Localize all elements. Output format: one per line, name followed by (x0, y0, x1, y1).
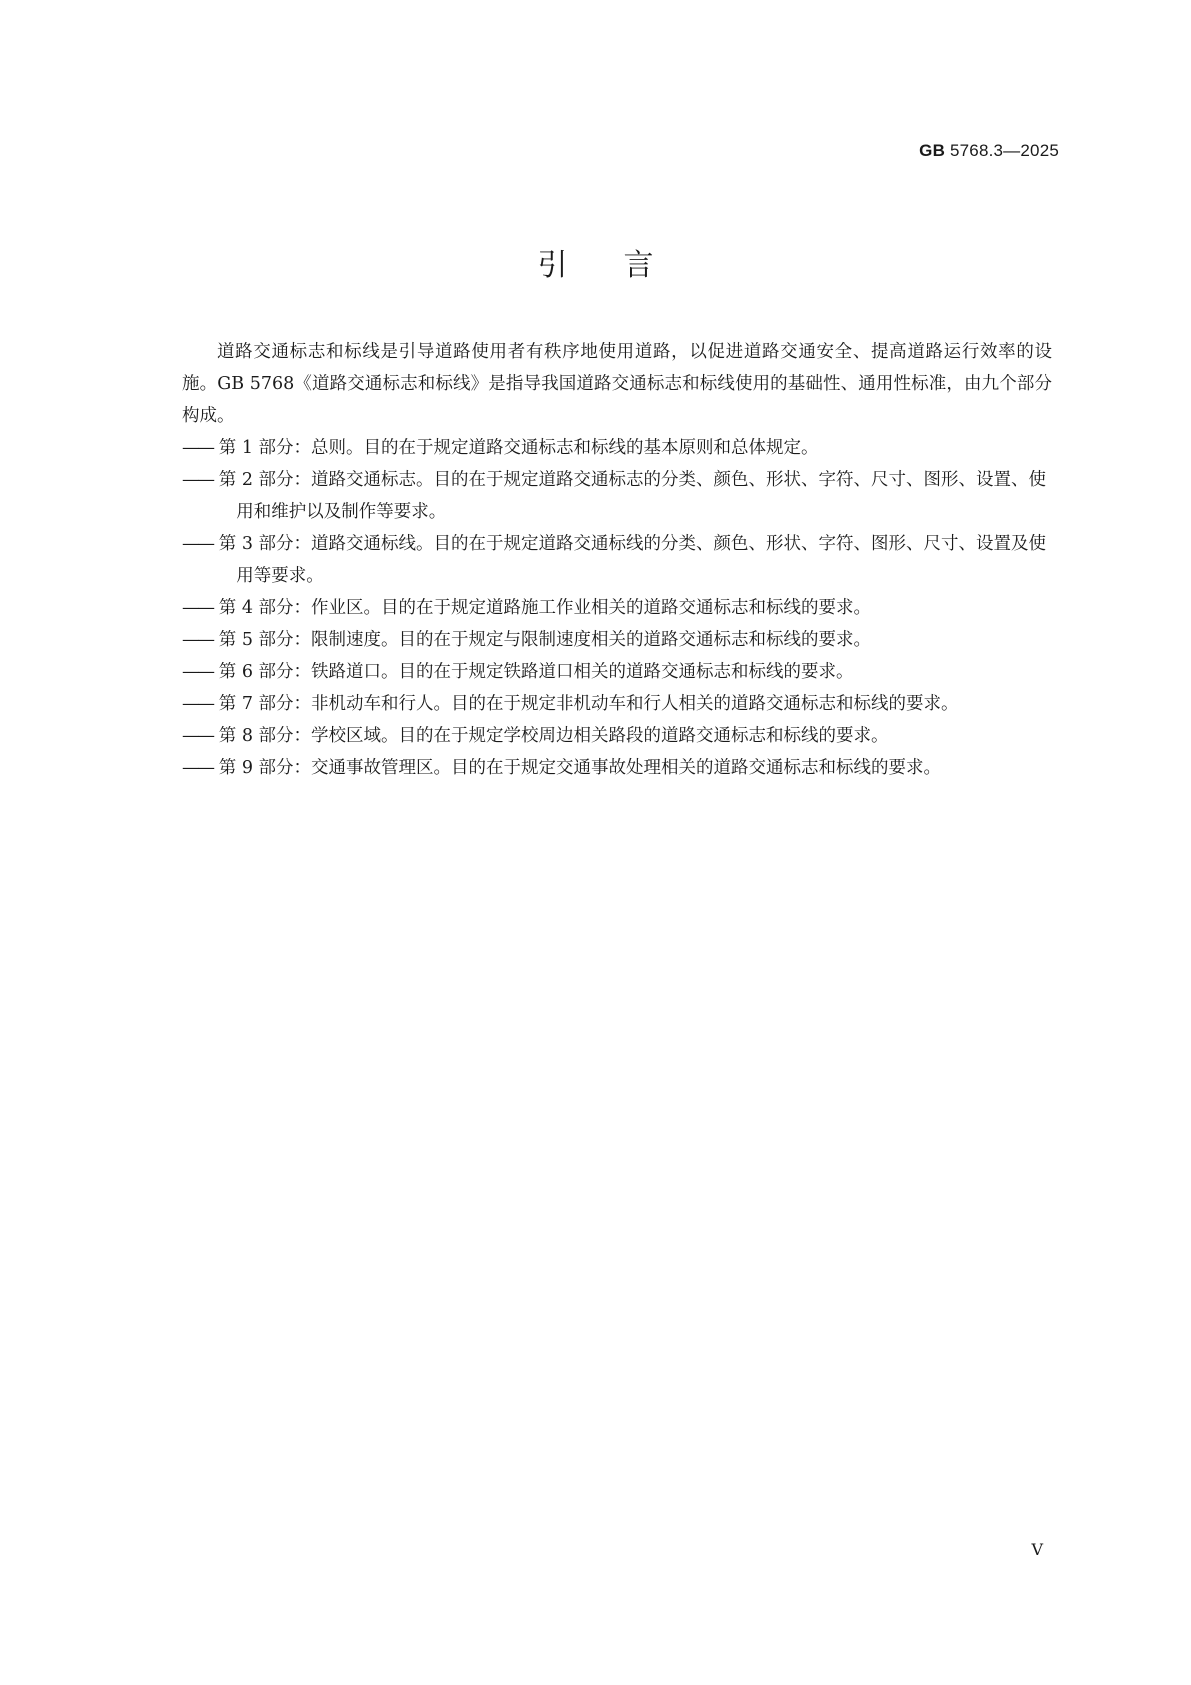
list-dash: —— (182, 470, 213, 490)
list-item-text: 第 4 部分：作业区。目的在于规定道路施工作业相关的道路交通标志和标线的要求。 (218, 598, 872, 618)
list-item (182, 592, 1052, 624)
list-item (182, 720, 1052, 752)
list-dash: —— (182, 534, 213, 554)
list-item (182, 752, 1052, 784)
list-item (182, 624, 1052, 656)
list-item-text: 第 7 部分：非机动车和行人。目的在于规定非机动车和行人相关的道路交通标志和标线的要求。 (218, 694, 959, 714)
intro-paragraph: 道路交通标志和标线是引导道路使用者有秩序地使用道路，以促进道路交通安全、提高道路运行效率的设施。GB 5768《道路交通标志和标线》是指导我国道路交通标志和标线使用的基础性、通用性标准，由九个部分构成。 (182, 342, 1052, 426)
list-dash: —— (182, 694, 213, 714)
list-dash: —— (182, 662, 213, 682)
list-dash: —— (182, 726, 213, 746)
list-item (182, 688, 1052, 720)
list-item (182, 528, 1052, 592)
list-dash: —— (182, 630, 213, 650)
list-item-text: 第 8 部分：学校区域。目的在于规定学校周边相关路段的道路交通标志和标线的要求。 (218, 726, 889, 746)
list-dash: —— (182, 598, 213, 618)
list-item (182, 656, 1052, 688)
list-item-text: 第 1 部分：总则。目的在于规定道路交通标志和标线的基本原则和总体规定。 (218, 438, 819, 458)
parts-list (182, 432, 1052, 784)
list-item (182, 464, 1052, 528)
list-item-text: 第 3 部分：道路交通标线。目的在于规定道路交通标线的分类、颜色、形状、字符、图形、尺寸、设置及使用等要求。 (218, 534, 1047, 586)
list-item (182, 432, 1052, 464)
standard-prefix: GB (919, 141, 946, 160)
list-item-text: 第 2 部分：道路交通标志。目的在于规定道路交通标志的分类、颜色、形状、字符、尺寸、图形、设置、使用和维护以及制作等要求。 (218, 470, 1047, 522)
list-dash: —— (182, 758, 213, 778)
list-item-text: 第 6 部分：铁路道口。目的在于规定铁路道口相关的道路交通标志和标线的要求。 (218, 662, 854, 682)
page-title: 引言 (537, 248, 710, 283)
standard-number: 5768.3—2025 (949, 141, 1059, 160)
list-item-text: 第 9 部分：交通事故管理区。目的在于规定交通事故处理相关的道路交通标志和标线的要求。 (218, 758, 942, 778)
page-header (919, 141, 1059, 161)
list-dash: —— (182, 438, 213, 458)
list-item-text: 第 5 部分：限制速度。目的在于规定与限制速度相关的道路交通标志和标线的要求。 (218, 630, 872, 650)
page-number: V (1031, 1540, 1043, 1559)
